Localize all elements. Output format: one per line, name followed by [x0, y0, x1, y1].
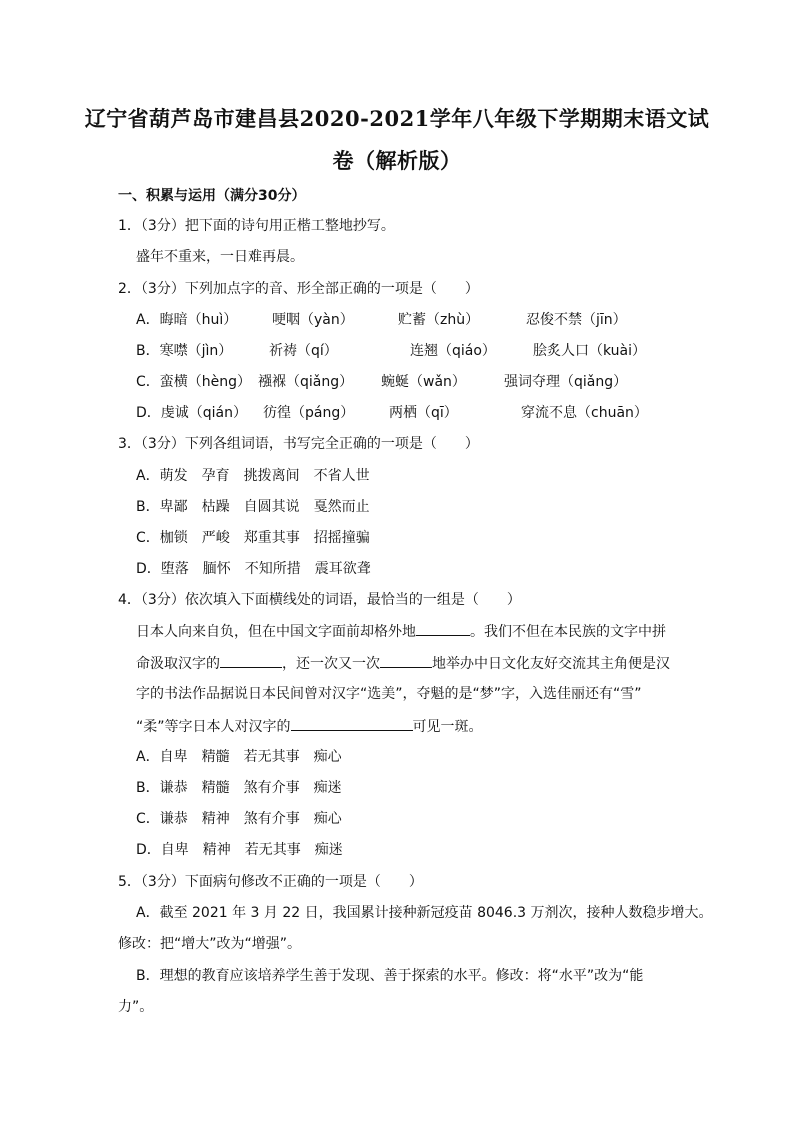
q4-text: 地举办中日文化友好交流其主角便是汉 [432, 656, 670, 672]
q2-row-c-c1: C．蛮横（hèng） [136, 374, 252, 390]
q5-option-a-fix: 修改：把“增大”改为“增强”。 [118, 936, 302, 952]
q2-row-b-c2: 祈祷（qí） [269, 343, 338, 359]
q5-stem: 5．（3分）下面病句修改不正确的一项是（ ） [118, 874, 423, 890]
q3-option-b: B．卑鄙 枯躁 自圆其说 戛然而止 [136, 499, 370, 515]
q1-stem: 1．（3分）把下面的诗句用正楷工整地抄写。 [118, 218, 395, 234]
q4-option-c: C．谦恭 精神 煞有介事 痴心 [136, 811, 342, 827]
section-heading: 一、积累与运用（满分30分） [118, 188, 306, 204]
q2-row-c-c2: 襁褓（qiǎng） [258, 374, 354, 390]
q2-row-d-c2: 彷徨（páng） [263, 405, 355, 421]
q4-text: “柔”等字日本人对汉字的 [136, 719, 291, 735]
q4-stem: 4．（3分）依次填入下面横线处的词语，最恰当的一组是（ ） [118, 592, 521, 608]
q2-row-a-c2: 哽咽（yàn） [272, 312, 354, 328]
doc-title-line2: 卷（解析版） [332, 148, 462, 173]
q4-text: 。我们不但在本民族的文字中拼 [470, 624, 666, 640]
q2-row-a-c1: A．晦暗（huì） [136, 312, 238, 328]
q4-blank-2 [220, 653, 282, 668]
q4-blank-1 [416, 621, 470, 636]
q2-row-b-c1: B．寒噤（jìn） [136, 343, 233, 359]
q2-stem: 2．（3分）下列加点字的音、形全部正确的一项是（ ） [118, 281, 479, 297]
q4-passage-line2 [136, 653, 670, 674]
q4-option-b: B．谦恭 精髓 煞有介事 痴迷 [136, 780, 342, 796]
q1-poem: 盛年不重来，一日难再晨。 [136, 249, 304, 265]
q4-option-d: D．自卑 精神 若无其事 痴迷 [136, 842, 343, 858]
q4-passage-line3: 字的书法作品据说日本民间曾对汉字“选美”，夺魁的是“梦”字，入选佳丽还有“雪” [136, 686, 642, 702]
q4-text: 可见一斑。 [412, 719, 483, 735]
q2-row-d-c3: 两栖（qī） [389, 405, 458, 421]
q3-option-d: D．堕落 腼怀 不知所措 震耳欲聋 [136, 561, 371, 577]
q4-option-a: A．自卑 精髓 若无其事 痴心 [136, 749, 342, 765]
q4-passage-line1 [136, 621, 666, 642]
q5-option-b: B．理想的教育应该培养学生善于发现、善于探索的水平。修改：将“水平”改为“能 [136, 968, 644, 984]
q2-row-d-c4: 穿流不息（chuān） [521, 405, 648, 421]
q2-row-a-c3: 贮蓄（zhù） [398, 312, 480, 328]
q4-text: 命汲取汉字的 [136, 656, 220, 672]
q2-row-d-c1: D．虔诚（qián） [136, 405, 248, 421]
q2-row-a-c4: 忍俊不禁（jīn） [526, 312, 627, 328]
doc-title-line1: 辽宁省葫芦岛市建昌县2020-2021学年八年级下学期期末语文试 [84, 106, 710, 131]
q5-option-a: A．截至 2021 年 3 月 22 日，我国累计接种新冠疫苗 8046.3 万剂次，接种人数稳步增大。 [136, 905, 713, 921]
q4-blank-3 [380, 653, 432, 668]
q2-row-c-c3: 蜿蜒（wǎn） [381, 374, 466, 390]
q3-stem: 3．（3分）下列各组词语，书写完全正确的一项是（ ） [118, 436, 479, 452]
q2-row-b-c4: 脍炙人口（kuài） [533, 343, 647, 359]
q4-text: ，还一次又一次 [282, 656, 380, 672]
q5-option-b-cont: 力”。 [118, 999, 154, 1015]
q3-option-c: C．枷锁 严峻 郑重其事 招摇撞骗 [136, 530, 370, 546]
q4-passage-line4 [136, 716, 483, 737]
q3-option-a: A．萌发 孕育 挑拨离间 不省人世 [136, 468, 370, 484]
q4-blank-4 [291, 716, 413, 731]
q2-row-b-c3: 连翘（qiáo） [410, 343, 496, 359]
q4-text: 日本人向来自负，但在中国文字面前却格外地 [136, 624, 416, 640]
q2-row-c-c4: 强词夺理（qiǎng） [504, 374, 628, 390]
